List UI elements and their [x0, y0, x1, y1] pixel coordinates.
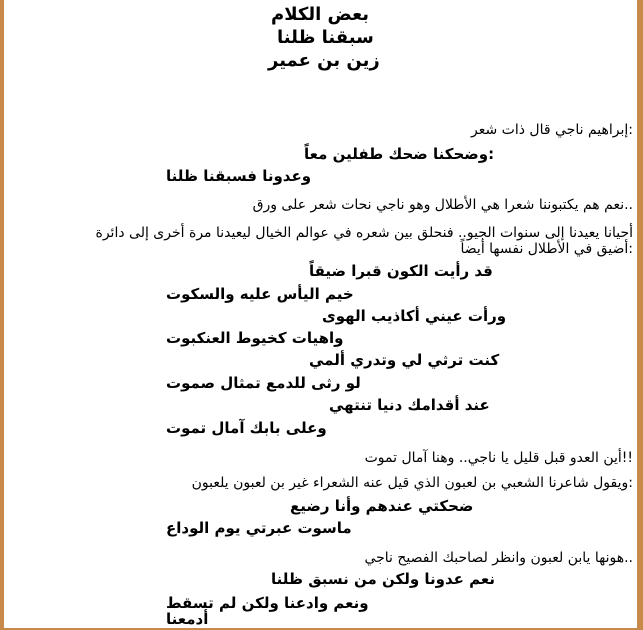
verse-line: كنت ترثي لي وتدري ألمي — [309, 351, 500, 369]
body-line: أحيانا يعيدنا إلى سنوات الجيو.. فنحلق بين شعره في عوالم الخيال ليعيدنا مرة أخرى إلى دائرة — [95, 225, 633, 241]
verse-line: ونعم وادعنا ولكن لم تسقط — [166, 594, 369, 612]
verse-line: عند أقدامك دنيا تنتهي — [329, 396, 490, 414]
verse-line: خيم اليأس عليه والسكوت — [166, 285, 354, 303]
verse-line: أدمعنا — [166, 610, 209, 628]
verse-line: نعم عدونا ولكن من نسبق ظلنا — [271, 570, 495, 588]
body-line: هونها يابن لعبون وانظر لصاحبك الفصيح ناجي.. — [364, 550, 633, 566]
body-line: أضيق في الأطلال نفسها أيضاً: — [460, 241, 633, 257]
document-page — [4, 0, 637, 628]
document-title: بعض الكلام — [271, 4, 369, 25]
verse-line: واهيات كخيوط العنكبوت — [166, 329, 344, 347]
body-line: نعم هم يكتبوننا شعرا هي الأطلال وهو ناجي نحات شعر على ورق.. — [252, 197, 633, 213]
verse-line: ماسوت عبرتي يوم الوداع — [166, 519, 352, 537]
verse-line: ورأت عيني أكاذيب الهوى — [322, 307, 507, 325]
body-line: أين العدو قبل قليل يا ناجي.. وهنا آمال تموت!! — [364, 450, 633, 466]
verse-line: ضحكتي عندهم وأنا رضيع — [290, 497, 474, 515]
verse-line: وعدونا فسبقنا ظلنا — [166, 167, 312, 185]
verse-line: وعلى بابك آمال تموت — [166, 419, 327, 437]
verse-line: لو رثى للدمع تمثال صموت — [166, 374, 361, 392]
body-line: إبراهيم ناجي قال ذات شعر: — [471, 122, 633, 138]
body-line: ويقول شاعرنا الشعبي بن لعبون الذي قيل عنه الشعراء غير بن لعبون يلعبون: — [191, 475, 633, 491]
document-subtitle: سبقنا ظلنا — [277, 27, 374, 48]
verse-line: قد رأيت الكون قبرا ضيقاً — [309, 262, 493, 280]
verse-line: وضحكنا ضحك طفلين معاً: — [304, 145, 495, 163]
author-name: زين بن عمير — [268, 50, 380, 71]
